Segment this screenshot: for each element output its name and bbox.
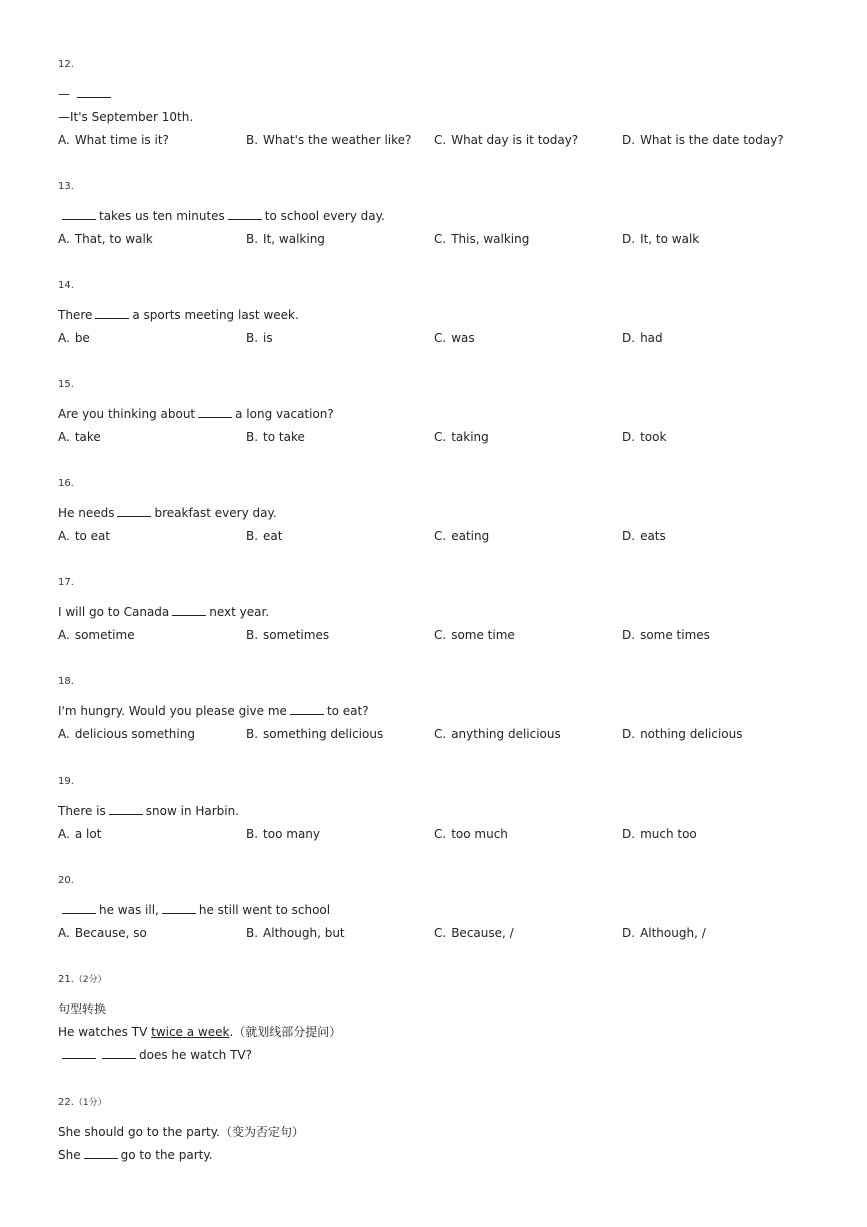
question-stem: She should go to the party.（变为否定句）: [58, 1125, 304, 1139]
option-c[interactable]: C. too much: [434, 827, 508, 841]
question-stem: —: [58, 86, 818, 102]
options-row: [58, 132, 818, 148]
answer-blank[interactable]: [290, 703, 324, 715]
section-heading: 句型转换: [58, 1002, 107, 1016]
option-c[interactable]: C. This, walking: [434, 232, 530, 246]
question-17: [58, 576, 818, 643]
answer-blank[interactable]: [84, 1147, 118, 1159]
answer-blank[interactable]: [95, 307, 129, 319]
question-stem: I will go to Canada next year.: [58, 605, 270, 619]
question-number: 12.: [58, 59, 74, 70]
question-stem: takes us ten minutes to school every day.: [58, 208, 818, 224]
score-badge: （1分）: [73, 1098, 107, 1108]
option-d[interactable]: D. Although, /: [622, 926, 706, 940]
question-number: 16.: [58, 478, 74, 489]
question-16: [58, 477, 818, 544]
answer-blank[interactable]: [162, 902, 196, 914]
answer-line: does he watch TV?: [58, 1047, 818, 1063]
option-a[interactable]: A. a lot: [58, 827, 102, 841]
option-c[interactable]: C. was: [434, 331, 475, 345]
answer-blank[interactable]: [172, 604, 206, 616]
option-c[interactable]: C. some time: [434, 628, 515, 642]
answer-blank[interactable]: [198, 406, 232, 418]
question-number: 19.: [58, 776, 74, 787]
answer-blank[interactable]: [117, 505, 151, 517]
options-row: [58, 429, 818, 445]
option-d[interactable]: D. had: [622, 331, 663, 345]
option-c[interactable]: C. Because, /: [434, 926, 514, 940]
option-c[interactable]: C. eating: [434, 529, 490, 543]
options-row: [58, 231, 818, 247]
question-21: [58, 973, 818, 1063]
answer-blank[interactable]: [62, 1047, 96, 1059]
question-14: [58, 279, 818, 346]
option-a[interactable]: A. to eat: [58, 529, 111, 543]
options-row: [58, 726, 818, 742]
option-a[interactable]: A. sometime: [58, 628, 135, 642]
question-number: 14.: [58, 280, 74, 291]
option-a[interactable]: A. Because, so: [58, 926, 147, 940]
question-stem: There a sports meeting last week.: [58, 308, 299, 322]
underlined-phrase: twice a week: [151, 1025, 230, 1039]
question-number: 20.: [58, 875, 74, 886]
option-b[interactable]: B. It, walking: [246, 232, 325, 246]
question-number: 15.: [58, 379, 74, 390]
option-a[interactable]: A. What time is it?: [58, 133, 169, 147]
option-a[interactable]: A. take: [58, 430, 101, 444]
question-stem: He needs breakfast every day.: [58, 506, 277, 520]
answer-blank[interactable]: [77, 86, 111, 98]
option-b[interactable]: B. too many: [246, 827, 320, 841]
answer-blank[interactable]: [228, 208, 262, 220]
question-stem-reply: —It's September 10th.: [58, 110, 194, 124]
question-number: 18.: [58, 676, 74, 687]
options-row: [58, 627, 818, 643]
answer-line: She go to the party.: [58, 1148, 213, 1162]
option-c[interactable]: C. What day is it today?: [434, 133, 579, 147]
question-stem: He watches TV twice a week.（就划线部分提问）: [58, 1025, 342, 1039]
answer-blank[interactable]: [62, 902, 96, 914]
option-b[interactable]: B. to take: [246, 430, 305, 444]
option-a[interactable]: A. That, to walk: [58, 232, 153, 246]
question-22: [58, 1096, 818, 1163]
question-number: 17.: [58, 577, 74, 588]
question-number: 22.（1分）: [58, 1097, 107, 1108]
option-a[interactable]: A. delicious something: [58, 727, 195, 741]
option-d[interactable]: D. nothing delicious: [622, 727, 743, 741]
option-a[interactable]: A. be: [58, 331, 90, 345]
question-stem: he was ill, he still went to school: [58, 902, 818, 918]
question-18: [58, 675, 818, 742]
option-b[interactable]: B. Although, but: [246, 926, 345, 940]
question-20: [58, 874, 818, 941]
answer-blank[interactable]: [109, 803, 143, 815]
options-row: [58, 330, 818, 346]
option-b[interactable]: B. eat: [246, 529, 283, 543]
answer-blank[interactable]: [62, 208, 96, 220]
question-13: [58, 180, 818, 247]
option-b[interactable]: B. sometimes: [246, 628, 330, 642]
option-c[interactable]: C. anything delicious: [434, 727, 561, 741]
question-15: [58, 378, 818, 445]
options-row: [58, 826, 818, 842]
options-row: [58, 528, 818, 544]
option-c[interactable]: C. taking: [434, 430, 489, 444]
question-stem: Are you thinking about a long vacation?: [58, 407, 334, 421]
option-d[interactable]: D. What is the date today?: [622, 133, 784, 147]
option-b[interactable]: B. is: [246, 331, 273, 345]
option-d[interactable]: D. some times: [622, 628, 710, 642]
question-19: [58, 775, 818, 842]
question-stem: I'm hungry. Would you please give me to eat?: [58, 704, 369, 718]
option-b[interactable]: B. something delicious: [246, 727, 384, 741]
question-number: 21.（2分）: [58, 974, 107, 985]
answer-blank[interactable]: [102, 1047, 136, 1059]
options-row: [58, 925, 818, 941]
option-b[interactable]: B. What's the weather like?: [246, 133, 412, 147]
question-12: [58, 58, 818, 148]
score-badge: （2分）: [73, 975, 107, 985]
option-d[interactable]: D. It, to walk: [622, 232, 700, 246]
question-stem: There is snow in Harbin.: [58, 804, 240, 818]
option-d[interactable]: D. much too: [622, 827, 697, 841]
question-number: 13.: [58, 181, 74, 192]
option-d[interactable]: D. eats: [622, 529, 666, 543]
option-d[interactable]: D. took: [622, 430, 667, 444]
